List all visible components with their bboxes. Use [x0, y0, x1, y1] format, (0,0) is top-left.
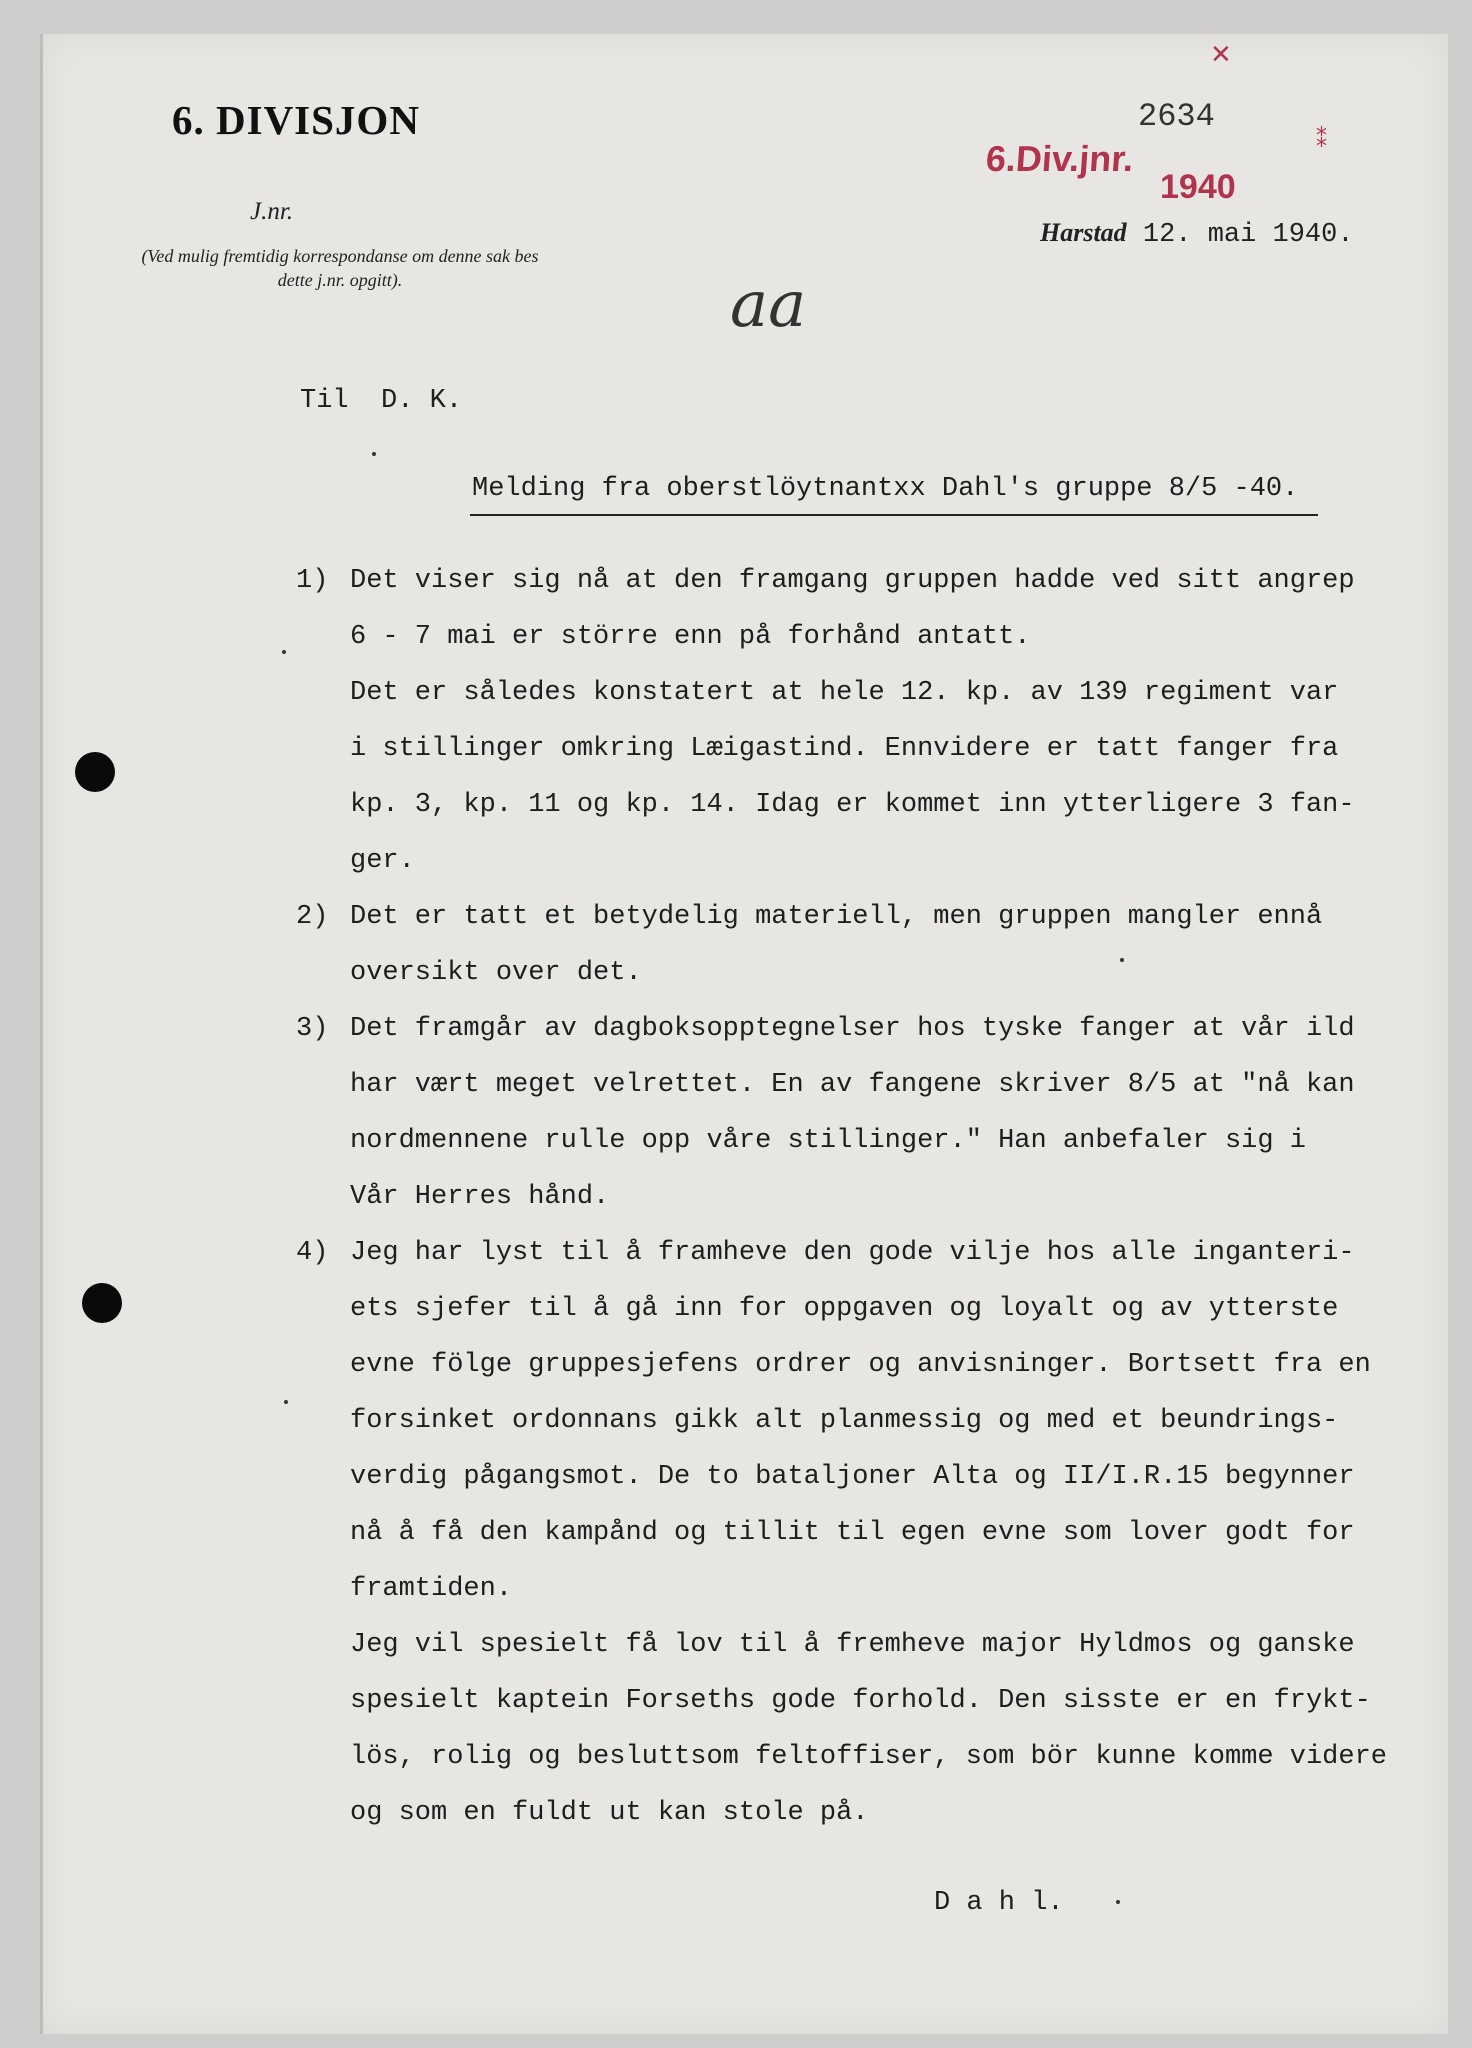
- punch-hole-lower: [82, 1283, 122, 1323]
- punch-hole-upper: [75, 752, 115, 792]
- signature: D a h l.: [934, 1888, 1064, 1918]
- stamp-cross-mark: ✕: [1210, 40, 1232, 70]
- item-3-line-3: nordmennene rulle opp våre stillinger." Han anbefaler sig i: [350, 1126, 1306, 1156]
- letter-date: 12. mai 1940.: [1142, 220, 1354, 250]
- page-edge: [40, 34, 43, 2034]
- item-number-3: 3): [296, 1014, 329, 1044]
- item-number-1: 1): [296, 566, 329, 596]
- stamp-tick-mark: ⁑: [1316, 128, 1327, 153]
- correspondence-note: (Ved mulig fremtidig korrespondanse om denne sak bes dette j.nr. opgitt).: [141, 246, 539, 290]
- journal-number-label: J.nr.: [250, 198, 294, 225]
- handwritten-annotation: aa: [730, 268, 807, 342]
- item-1-line-4: i stillinger omkring Læigastind. Ennvidere er tatt fanger fra: [350, 734, 1339, 764]
- stamp-number: 2634: [1138, 98, 1215, 135]
- item-4-line-5: verdig pågangsmot. De to bataljoner Alta og II/I.R.15 begynner: [350, 1462, 1355, 1492]
- stamp-label: 6.Div.jnr.: [984, 138, 1135, 179]
- item-4-line-10: lös, rolig og besluttsom feltoffiser, som bör kunne komme videre: [350, 1742, 1387, 1772]
- item-3-line-2: har vært meget velrettet. En av fangene skriver 8/5 at "nå kan: [350, 1070, 1355, 1100]
- paper-speck: [372, 452, 376, 456]
- item-4-line-3: evne fölge gruppesjefens ordrer og anvisninger. Bortsett fra en: [350, 1350, 1371, 1380]
- item-3-line-1: Det framgår av dagboksopptegnelser hos tyske fanger at vår ild: [350, 1014, 1355, 1044]
- item-2-line-2: oversikt over det.: [350, 958, 642, 988]
- place-name: Harstad: [1040, 218, 1127, 247]
- division-heading: 6. DIVISJON: [172, 97, 420, 143]
- paper-speck: [1120, 958, 1124, 962]
- item-4-line-11: og som en fuldt ut kan stole på.: [350, 1798, 869, 1828]
- item-1-line-1: Det viser sig nå at den framgang gruppen hadde ved sitt angrep: [350, 566, 1355, 596]
- paper-speck: [284, 1400, 288, 1404]
- item-number-2: 2): [296, 902, 329, 932]
- item-4-line-4: forsinket ordonnans gikk alt planmessig og med et beundrings-: [350, 1406, 1339, 1436]
- place-date-line: [1040, 218, 1354, 250]
- paper-speck: [1116, 1900, 1120, 1904]
- item-1-line-3: Det er således konstatert at hele 12. kp. av 139 regiment var: [350, 678, 1339, 708]
- subject-line: Melding fra oberstlöytnantxx Dahl's gruppe 8/5 -40.: [472, 474, 1299, 504]
- item-4-line-6: nå å få den kampånd og tillit til egen evne som lover godt for: [350, 1518, 1355, 1548]
- item-1-line-2: 6 - 7 mai er större enn på forhånd antatt.: [350, 622, 1031, 652]
- item-3-line-4: Vår Herres hånd.: [350, 1182, 610, 1212]
- item-2-line-1: Det er tatt et betydelig materiell, men gruppen mangler ennå: [350, 902, 1323, 932]
- subject-underline: [470, 514, 1318, 516]
- item-4-line-2: ets sjefer til å gå inn for oppgaven og loyalt og av ytterste: [350, 1294, 1339, 1324]
- paper-speck: [282, 650, 286, 654]
- item-4-line-7: framtiden.: [350, 1574, 513, 1604]
- item-1-line-6: ger.: [350, 846, 415, 876]
- item-4-line-1: Jeg har lyst til å framheve den gode vilje hos alle inganteri-: [350, 1238, 1355, 1268]
- item-1-line-5: kp. 3, kp. 11 og kp. 14. Idag er kommet inn ytterligere 3 fan-: [350, 790, 1355, 820]
- item-4-line-8: Jeg vil spesielt få lov til å fremheve major Hyldmos og ganske: [350, 1630, 1355, 1660]
- stamp-year: 1940: [1160, 168, 1236, 206]
- recipient-line: Til D. K.: [300, 386, 463, 416]
- item-number-4: 4): [296, 1238, 329, 1268]
- item-4-line-9: spesielt kaptein Forseths gode forhold. Den sisste er en frykt-: [350, 1686, 1371, 1716]
